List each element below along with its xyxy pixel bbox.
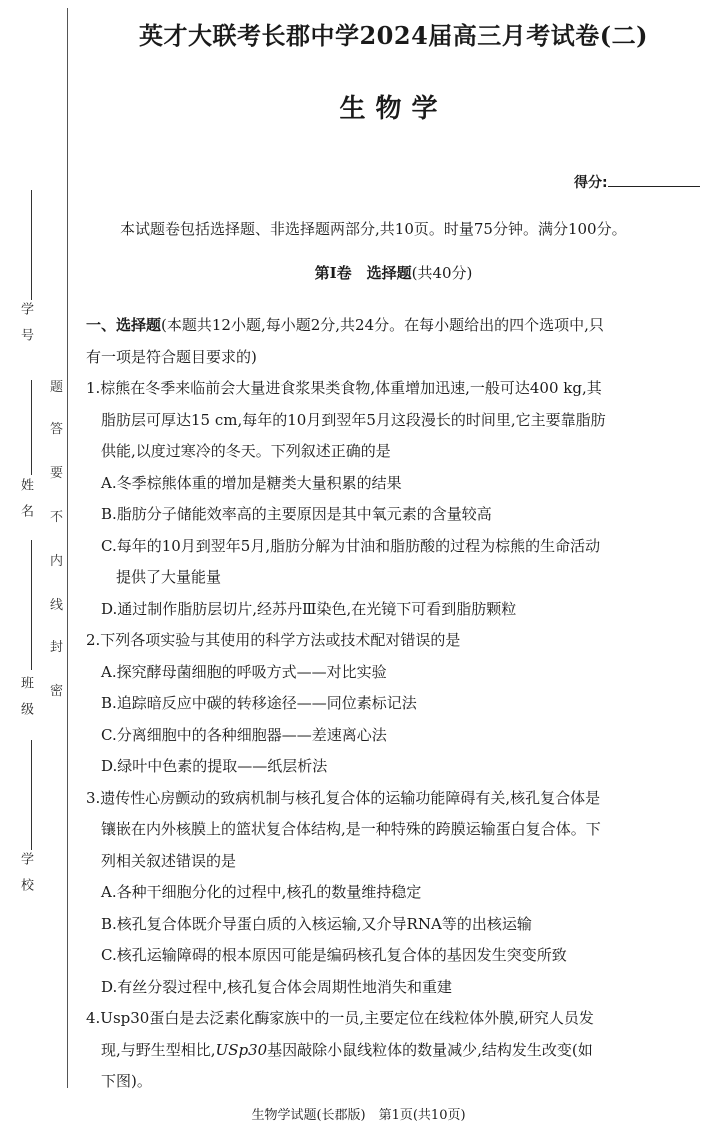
q2-option-a[interactable]: A.探究酵母菌细胞的呼吸方式——对比实验 bbox=[101, 662, 387, 681]
q4-stem-part: 现,与野生型相比, bbox=[101, 1040, 216, 1059]
q4-stem: 4.Usp30蛋白是去泛素化酶家族中的一员,主要定位在线粒体外膜,研究人员发 bbox=[86, 1009, 594, 1027]
binding-margin bbox=[0, 0, 70, 1134]
seal-char: 不 bbox=[50, 510, 64, 525]
q3-option-b[interactable]: B.核孔复合体既介导蛋白质的入核运输,又介导RNA等的出核运输 bbox=[101, 914, 532, 933]
score-field[interactable] bbox=[574, 172, 700, 192]
section-title: 一、选择题 bbox=[86, 316, 162, 334]
class-blank[interactable] bbox=[31, 540, 32, 670]
q4-stem: 下图)。 bbox=[101, 1072, 152, 1090]
seal-char: 题 bbox=[50, 380, 64, 395]
seal-char: 封 bbox=[50, 640, 64, 655]
section-desc-cont: 有一项是符合题目要求的) bbox=[86, 347, 257, 366]
q2-option-d[interactable]: D.绿叶中色素的提取——纸层析法 bbox=[101, 757, 328, 775]
subject-title: 生物学 bbox=[339, 94, 448, 124]
seal-char: 要 bbox=[50, 466, 64, 481]
q1-stem: 1.棕熊在冬季来临前会大量进食浆果类食物,体重增加迅速,一般可达400 kg,其 bbox=[86, 379, 602, 397]
exam-intro: 本试题卷包括选择题、非选择题两部分,共10页。时量75分钟。满分100分。 bbox=[120, 220, 627, 238]
seal-char: 线 bbox=[50, 598, 64, 613]
q4-stem-part: 基因敲除小鼠线粒体的数量减少,结构发生改变(如 bbox=[267, 1040, 593, 1059]
q4-stem bbox=[86, 1035, 706, 1067]
page-footer: 生物学试题(长郡版) 第1页(共10页) bbox=[251, 1108, 466, 1123]
q3-option-c[interactable]: C.核孔运输障碍的根本原因可能是编码核孔复合体的基因发生突变所致 bbox=[101, 946, 567, 964]
q1-option-c-cont: 提供了大量能量 bbox=[116, 568, 222, 586]
part-title-text: 第Ⅰ卷 选择题 bbox=[314, 264, 412, 282]
school-blank[interactable] bbox=[31, 740, 32, 850]
question-content bbox=[86, 310, 706, 1098]
seal-char: 答 bbox=[50, 422, 64, 437]
q4-gene-name: USp30 bbox=[215, 1040, 268, 1059]
q3-stem: 3.遗传性心房颤动的致病机制与核孔复合体的运输功能障碍有关,核孔复合体是 bbox=[86, 788, 601, 807]
name-blank[interactable] bbox=[31, 380, 32, 475]
binding-line bbox=[67, 8, 68, 1088]
seal-char: 内 bbox=[50, 554, 64, 569]
q3-stem: 镶嵌在内外核膜上的篮状复合体结构,是一种特殊的跨膜运输蛋白复合体。下 bbox=[101, 820, 601, 838]
student-id-label: 学 号 bbox=[18, 302, 33, 341]
score-blank[interactable] bbox=[608, 174, 700, 187]
section-heading bbox=[86, 310, 706, 342]
q3-option-d[interactable]: D.有丝分裂过程中,核孔复合体会周期性地消失和重建 bbox=[101, 977, 453, 996]
q3-option-a[interactable]: A.各种干细胞分化的过程中,核孔的数量维持稳定 bbox=[101, 883, 422, 901]
score-label: 得分: bbox=[574, 175, 608, 191]
q3-stem: 列相关叙述错误的是 bbox=[101, 851, 237, 870]
q2-stem: 2.下列各项实验与其使用的科学方法或技术配对错误的是 bbox=[86, 631, 461, 649]
q1-stem: 脂肪层可厚达15 cm,每年的10月到翌年5月这段漫长的时间里,它主要靠脂肪 bbox=[101, 410, 606, 429]
section-desc: (本题共12小题,每小题2分,共24分。在每小题给出的四个选项中,只 bbox=[161, 316, 604, 334]
q1-stem: 供能,以度过寒冷的冬天。下列叙述正确的是 bbox=[101, 442, 391, 460]
q1-option-a[interactable]: A.冬季棕熊体重的增加是糖类大量积累的结果 bbox=[101, 473, 402, 492]
q2-option-c[interactable]: C.分离细胞中的各种细胞器——差速离心法 bbox=[101, 725, 387, 744]
part-title-note: (共40分) bbox=[411, 264, 473, 282]
q1-option-d[interactable]: D.通过制作脂肪层切片,经苏丹Ⅲ染色,在光镜下可看到脂肪颗粒 bbox=[101, 599, 517, 618]
student-id-blank[interactable] bbox=[31, 190, 32, 300]
exam-title: 英才大联考长郡中学2024届高三月考试卷(二) bbox=[138, 21, 648, 50]
part-title bbox=[80, 262, 707, 283]
name-label: 姓 名 bbox=[18, 478, 33, 517]
seal-char: 密 bbox=[50, 684, 64, 699]
q1-option-b[interactable]: B.脂肪分子储能效率高的主要原因是其中氧元素的含量较高 bbox=[101, 505, 492, 523]
class-label: 班 级 bbox=[18, 676, 33, 715]
q2-option-b[interactable]: B.追踪暗反应中碳的转移途径——同位素标记法 bbox=[101, 694, 417, 712]
q1-option-c[interactable]: C.每年的10月到翌年5月,脂肪分解为甘油和脂肪酸的过程为棕熊的生命活动 bbox=[101, 536, 601, 555]
school-label: 学 校 bbox=[18, 852, 33, 891]
